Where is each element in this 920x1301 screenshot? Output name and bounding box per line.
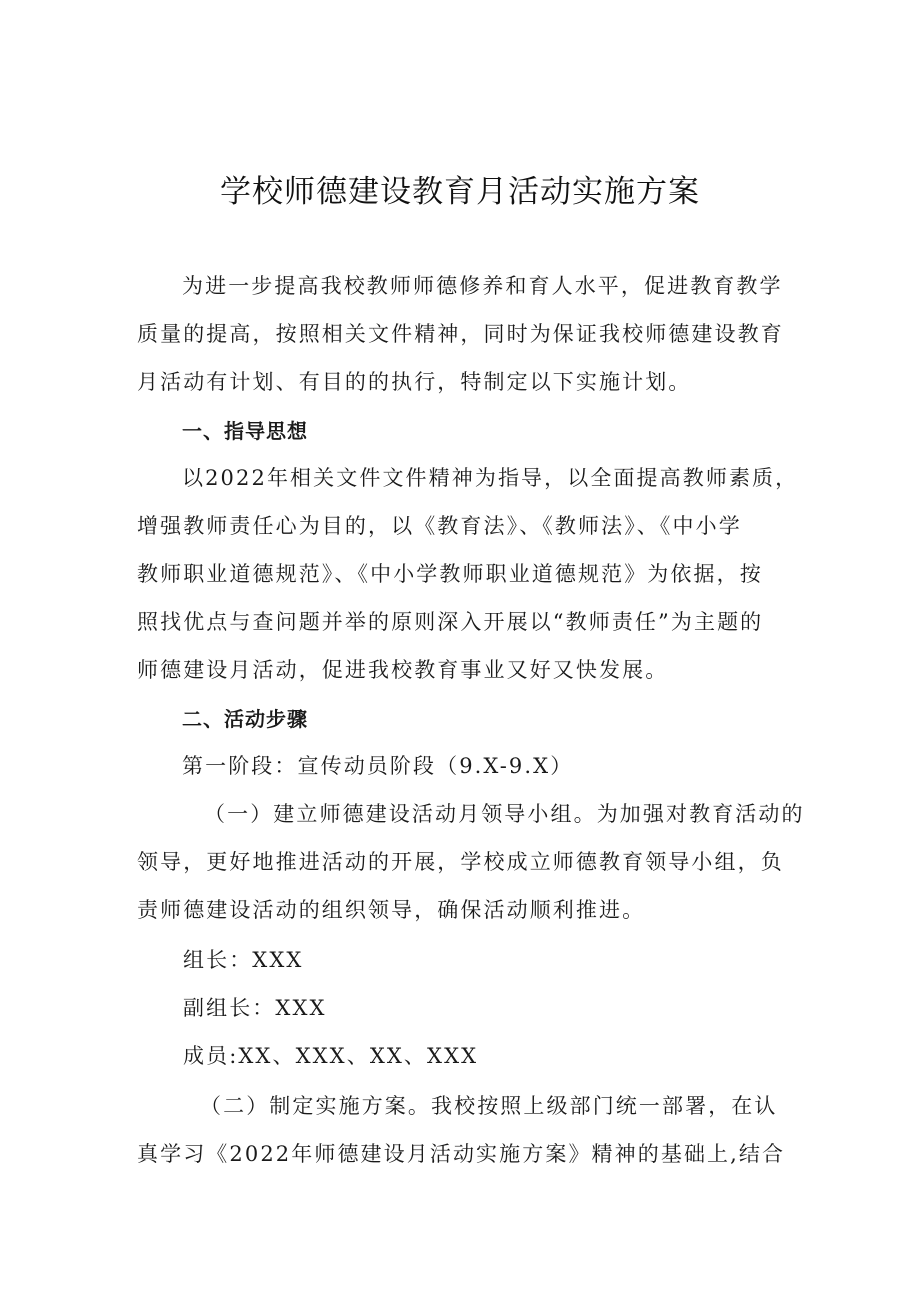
section-heading-guiding-ideology: 一、指导思想 [182,419,308,443]
intro-line-1: 为进一步提高我校教师师德修养和育人水平，促进教育教学 [182,274,783,298]
intro-line-3: 月活动有计划、有目的的执行，特制定以下实施计划。 [137,370,692,394]
members-line: 成员:XX、XXX、XX、XXX [183,1044,479,1068]
vice-leader-line: 副组长：XXX [183,996,327,1020]
stage1-line: 第一阶段：宣传动员阶段（9.X-9.X） [182,754,574,778]
section1-line-3: 教师职业道德规范》、《中小学教师职业道德规范》为依据，按 [137,562,763,586]
section-heading-activity-steps: 二、活动步骤 [182,707,308,731]
document-title: 学校师德建设教育月活动实施方案 [220,174,700,210]
section1-line-5: 师德建设月活动，促进我校教育事业又好又快发展。 [137,658,669,682]
item1-line-3: 责师德建设活动的组织领导，确保活动顺利推进。 [137,898,646,922]
item2-line-2: 真学习《2022年师德建设月活动实施方案》精神的基础上,结合 [137,1142,786,1166]
item1-line-1: （一）建立师德建设活动月领导小组。为加强对教育活动的 [204,802,805,826]
item1-line-2: 领导，更好地推进活动的开展，学校成立师德教育领导小组，负 [137,850,784,874]
leader-line: 组长：XXX [183,948,304,972]
section1-line-4: 照找优点与查问题并举的原则深入开展以“教师责任”为主题的 [137,610,764,634]
item2-line-1: （二）制定实施方案。我校按照上级部门统一部署，在认 [200,1094,778,1118]
section1-line-2: 增强教师责任心为目的，以《教育法》、《教师法》、《中小学 [137,514,742,538]
section1-line-1: 以2022年相关文件文件精神为指导，以全面提高教师素质， [182,466,799,490]
intro-line-2: 质量的提高，按照相关文件精神，同时为保证我校师德建设教育 [137,322,784,346]
